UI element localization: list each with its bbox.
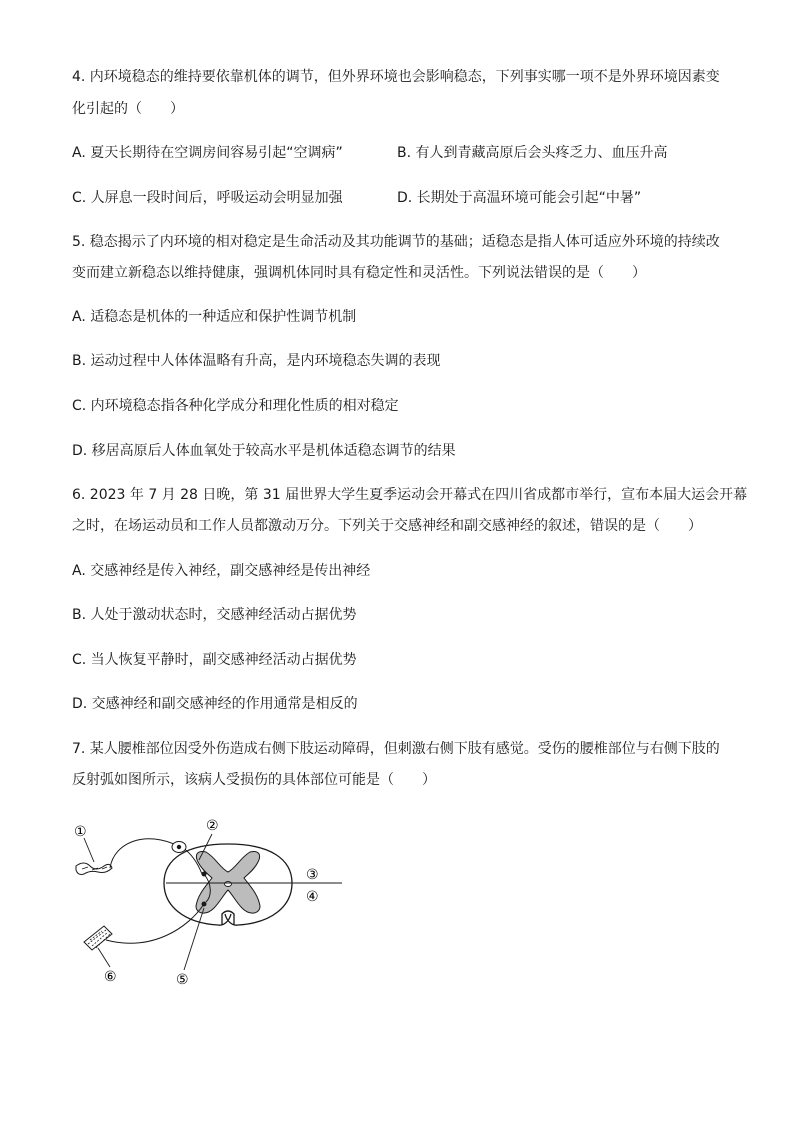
q5-stem-line1: 5. 稳态揭示了内环境的相对稳定是生命活动及其功能调节的基础；适稳态是指人体可适应外环境的持续改 [72,234,720,250]
q5-option-d[interactable]: D. 移居高原后人体血氧处于较高水平是机体适稳态调节的结果 [72,443,456,459]
label-1: ① [74,824,87,840]
q4-option-c[interactable]: C. 人屏息一段时间后，呼吸运动会明显加强 [72,190,343,206]
q6-option-b[interactable]: B. 人处于激动状态时，交感神经活动占据优势 [72,607,357,623]
q5-option-b[interactable]: B. 运动过程中人体体温略有升高，是内环境稳态失调的表现 [72,353,441,369]
label-2: ② [206,818,219,834]
q5-option-c[interactable]: C. 内环境稳态指各种化学成分和理化性质的相对稳定 [72,398,399,414]
q6-option-d[interactable]: D. 交感神经和副交感神经的作用通常是相反的 [72,696,358,712]
central-canal [225,882,232,887]
label-6: ⑥ [104,969,117,985]
receptor-skin [76,863,112,875]
q7-stem-line1: 7. 某人腰椎部位因受外伤造成右侧下肢运动障碍，但刺激右侧下肢有感觉。受伤的腰椎部位与右侧下肢的 [72,741,720,757]
label-3: ③ [306,867,319,883]
reflex-arc-figure [66,812,356,992]
ventral-fissure [222,911,234,925]
afferent-nerve [110,839,178,868]
q7-stem-line2: 反射弧如图所示，该病人受损伤的具体部位可能是（ ） [72,772,436,788]
q4-stem-line1: 4. 内环境稳态的维持要依靠机体的调节，但外界环境也会影响稳态，下列事实哪一项不是外界环境因素变 [72,69,720,85]
q5-option-a[interactable]: A. 适稳态是机体的一种适应和保护性调节机制 [72,309,357,325]
efferent-nerve [106,904,204,943]
q6-stem-line2: 之时，在场运动员和工作人员都激动万分。下列关于交感神经和副交感神经的叙述，错误的是（ ） [72,518,702,534]
q6-option-c[interactable]: C. 当人恢复平静时，副交感神经活动占据优势 [72,652,357,668]
label-5: ⑤ [176,972,189,988]
q4-option-a[interactable]: A. 夏天长期待在空调房间容易引起“空调病” [72,145,343,161]
q6-option-a[interactable]: A. 交感神经是传入神经，副交感神经是传出神经 [72,563,371,579]
q6-stem-line1: 6. 2023 年 7 月 28 日晚，第 31 届世界大学生夏季运动会开幕式在四川省成都市举行，宣布本届大运会开幕 [72,487,748,503]
q4-option-b[interactable]: B. 有人到青藏高原后会头疼乏力、血压升高 [397,145,668,161]
label-4: ④ [306,889,319,905]
q4-option-d[interactable]: D. 长期处于高温环境可能会引起“中暑” [397,190,642,206]
q5-stem-line2: 变而建立新稳态以维持健康，强调机体同时具有稳定性和灵活性。下列说法错误的是（ ） [72,265,646,281]
q4-stem-line2: 化引起的（ ） [72,101,184,117]
effector-muscle [84,926,112,950]
